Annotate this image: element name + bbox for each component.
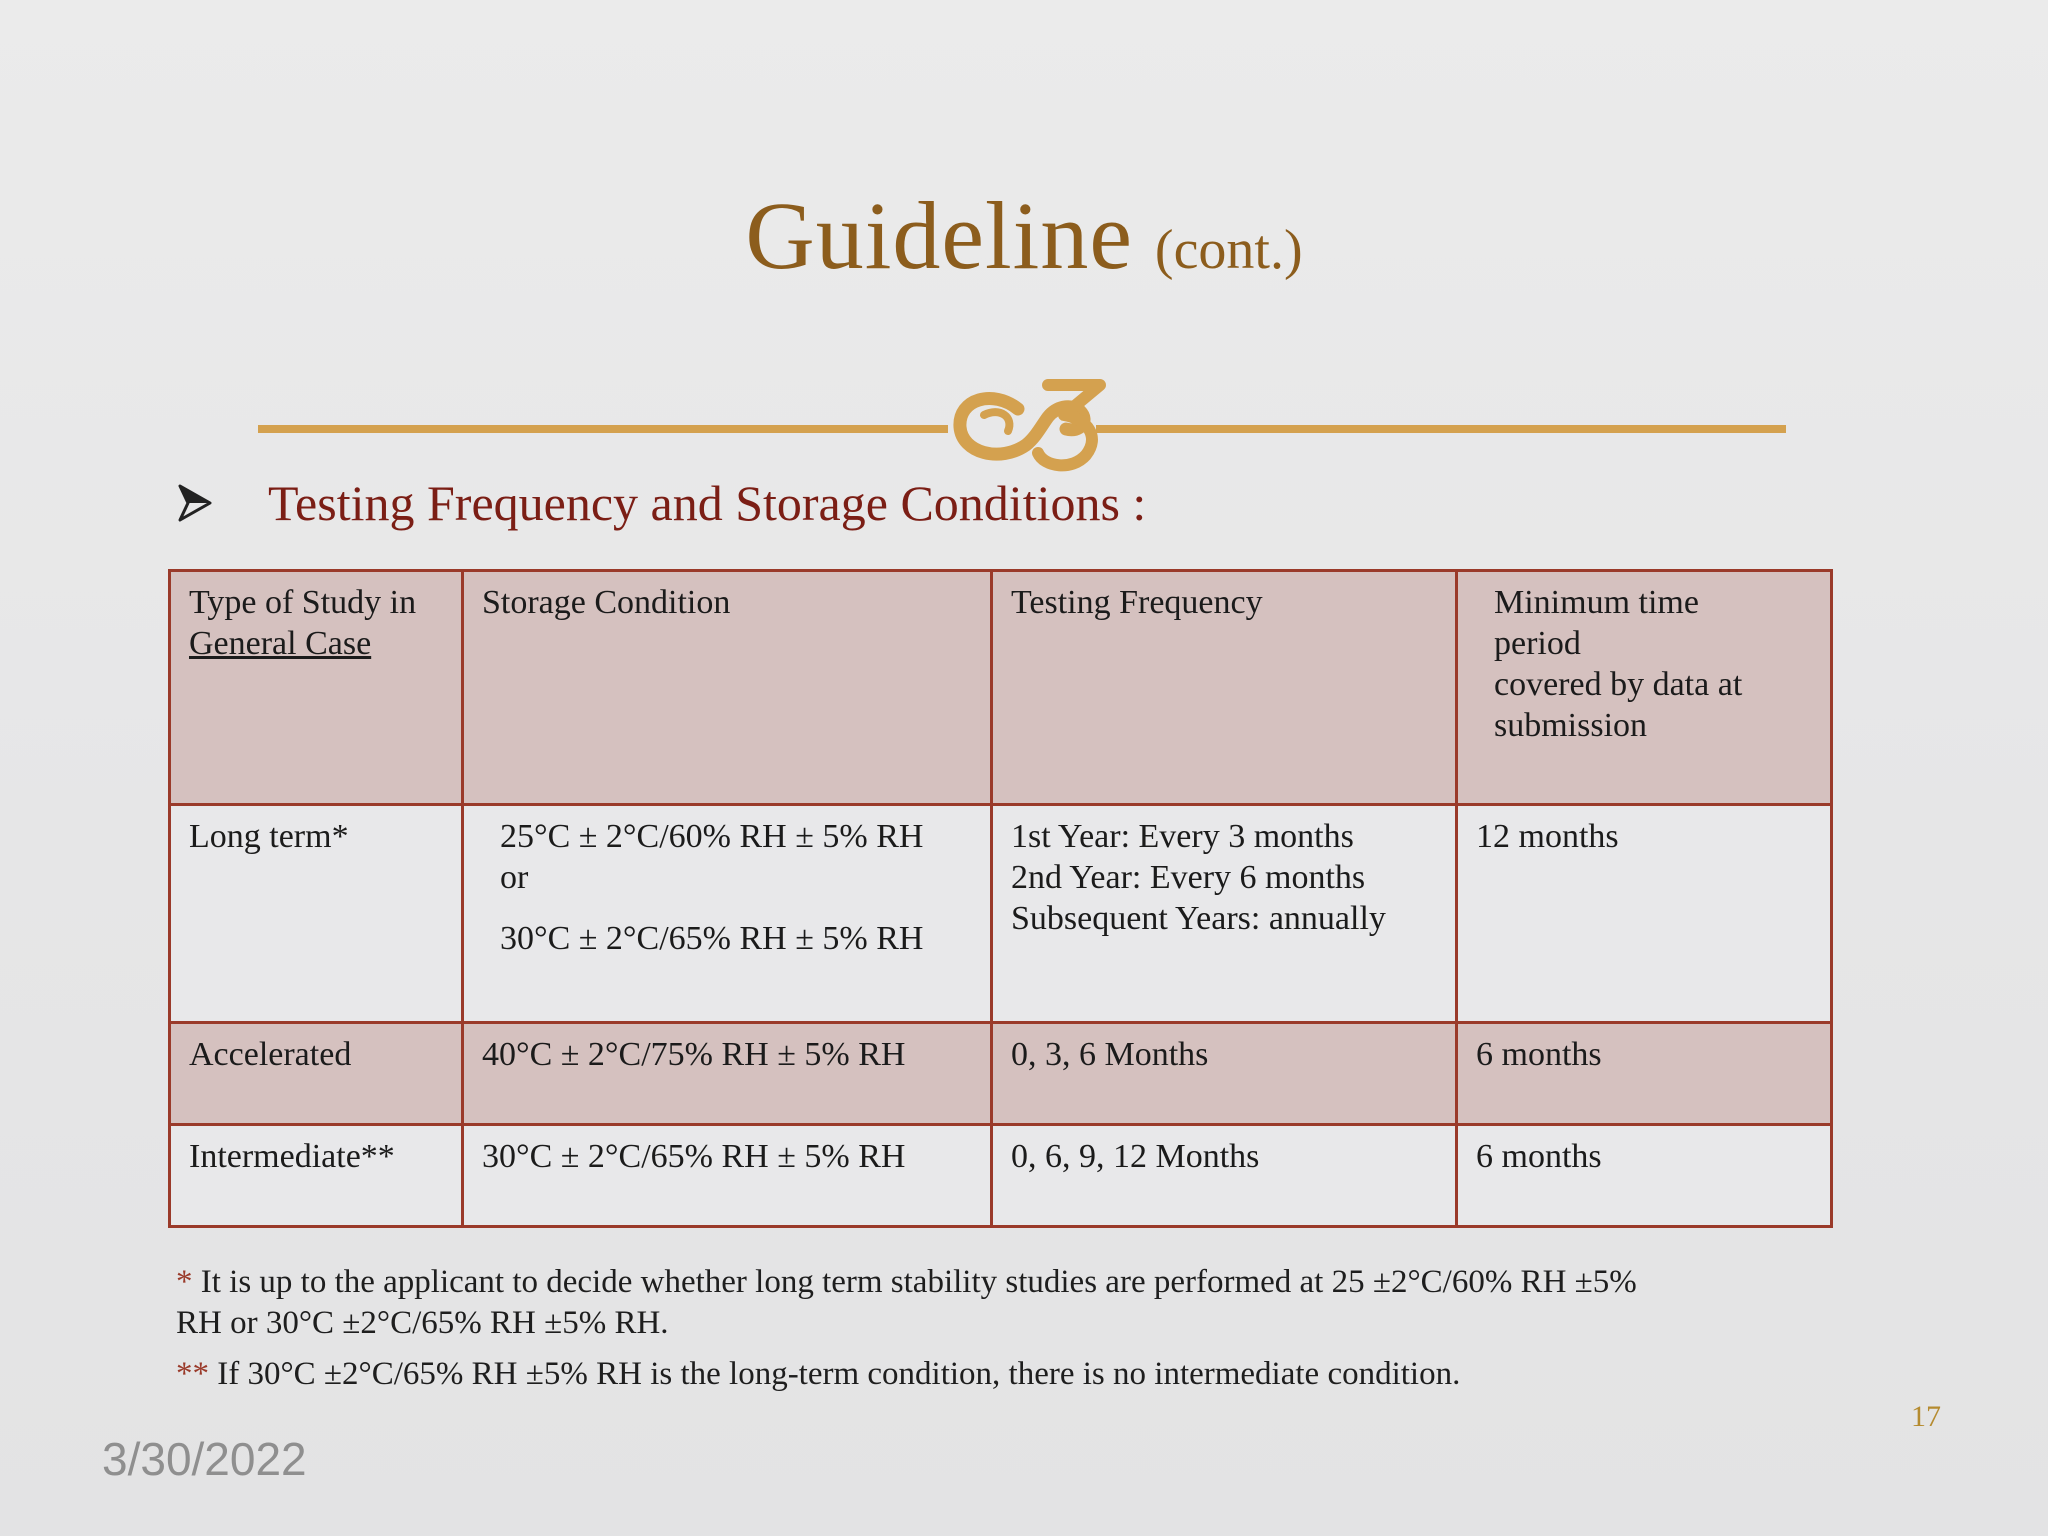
header-testing-frequency: [992, 571, 1457, 805]
page-number: 17: [1911, 1400, 1941, 1433]
cell-frequency: [992, 1125, 1457, 1227]
cell-text: Accelerated: [189, 1036, 352, 1073]
slide-date: 3/30/2022: [102, 1433, 307, 1485]
cell-minimum-time: [1457, 1125, 1832, 1227]
cell-text: Intermediate**: [189, 1138, 395, 1175]
cell-storage: [463, 805, 992, 1023]
header-type-of-study: [170, 571, 463, 805]
header-minimum-time: [1457, 571, 1832, 805]
bullet-item: [178, 468, 1146, 538]
header-text: period: [1494, 625, 1581, 662]
cell-frequency: [992, 1023, 1457, 1125]
header-storage-condition: [463, 571, 992, 805]
slide-title: [0, 180, 2048, 291]
stability-table: [168, 569, 1833, 1228]
cell-study-type: [170, 1125, 463, 1227]
cell-text: 25°C ± 2°C/60% RH ± 5% RH: [500, 818, 924, 855]
cell-text: 1st Year: Every 3 months: [1011, 818, 1354, 855]
cell-study-type: [170, 1023, 463, 1125]
cell-text: 0, 3, 6 Months: [1011, 1036, 1209, 1073]
cell-text: or: [500, 859, 529, 896]
header-text: submission: [1494, 707, 1648, 744]
cell-text: 2nd Year: Every 6 months: [1011, 859, 1366, 896]
table-row: [170, 1023, 1832, 1125]
title-main: Guideline: [745, 182, 1133, 289]
cell-storage: [463, 1023, 992, 1125]
cell-text: 6 months: [1476, 1138, 1602, 1175]
footnote-text: If 30°C ±2°C/65% RH ±5% RH is the long-term condition, there is no intermediate condition.: [217, 1356, 1461, 1392]
header-text: Type of Study in: [189, 584, 417, 621]
table-row: [170, 1125, 1832, 1227]
footnote-text: RH or 30°C ±2°C/65% RH ±5% RH.: [176, 1305, 669, 1341]
footnote-1: [176, 1262, 1836, 1344]
table-row: [170, 805, 1832, 1023]
header-text: Testing Frequency: [1011, 584, 1263, 621]
cell-frequency: [992, 805, 1457, 1023]
footnote-marker: *: [176, 1264, 193, 1300]
cell-text: 30°C ± 2°C/65% RH ± 5% RH: [482, 1138, 906, 1175]
title-sub: (cont.): [1154, 219, 1303, 281]
cell-text: Long term*: [189, 818, 349, 855]
cell-minimum-time: [1457, 805, 1832, 1023]
cell-text: 6 months: [1476, 1036, 1602, 1073]
footnote-text: It is up to the applicant to decide whether long term stability studies are performed at 25 ±2°C/60% RH ±5%: [200, 1264, 1637, 1300]
header-text: Storage Condition: [482, 584, 731, 621]
header-text: covered by data at: [1494, 666, 1743, 703]
cell-text: 40°C ± 2°C/75% RH ± 5% RH: [482, 1036, 906, 1073]
cell-study-type: [170, 805, 463, 1023]
cell-storage: [463, 1125, 992, 1227]
cell-text: 0, 6, 9, 12 Months: [1011, 1138, 1260, 1175]
footnote-2: [176, 1354, 1836, 1395]
header-text: General Case: [189, 625, 372, 662]
footnote-marker: **: [176, 1356, 209, 1392]
footnotes: [176, 1262, 1836, 1395]
header-text: Minimum time: [1494, 584, 1699, 621]
cell-text: 12 months: [1476, 818, 1619, 855]
table-header-row: [170, 571, 1832, 805]
cell-text: Subsequent Years: annually: [1011, 900, 1386, 937]
bullet-text: Testing Frequency and Storage Conditions :: [268, 475, 1147, 531]
arrowhead-bullet-icon: [178, 484, 212, 522]
cell-text: 30°C ± 2°C/65% RH ± 5% RH: [500, 920, 924, 957]
cell-minimum-time: [1457, 1023, 1832, 1125]
